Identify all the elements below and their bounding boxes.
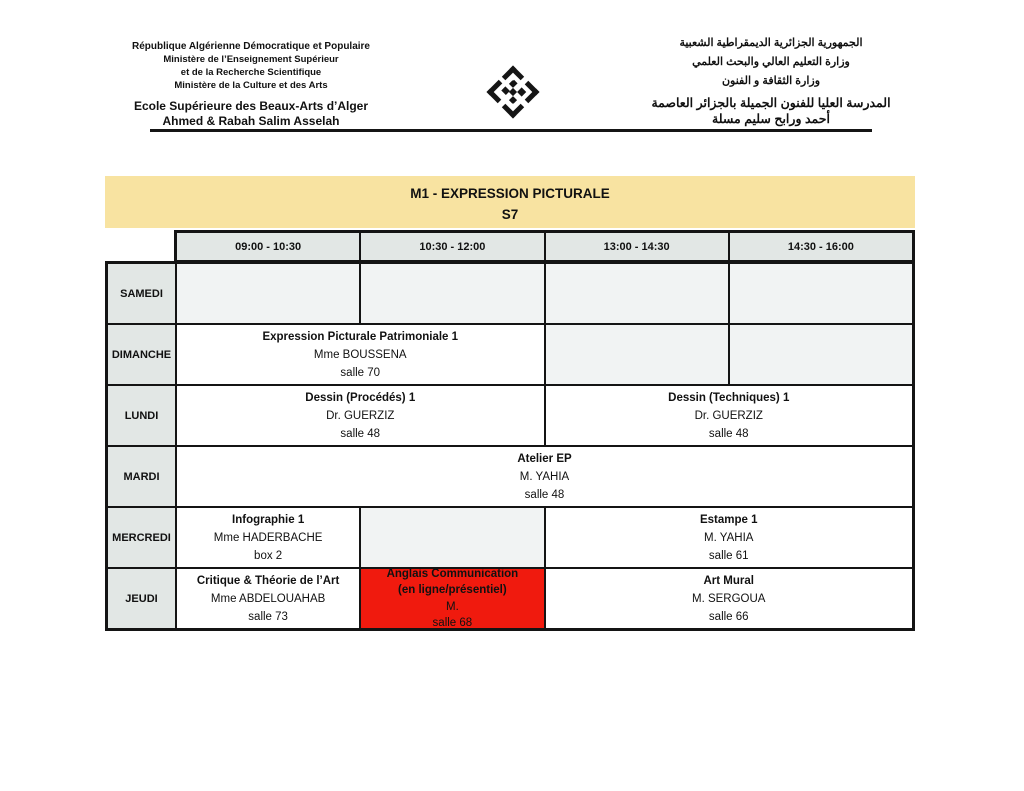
arabic-ministry-lines — [626, 34, 916, 91]
arabic-ministry-line: وزارة الثقافة و الفنون — [721, 75, 821, 87]
header-french-block — [126, 40, 376, 129]
course-cell — [176, 507, 360, 568]
course-line: salle 70 — [340, 366, 381, 379]
schedule-grid — [105, 261, 915, 631]
french-school-line: Ecole Supérieure des Beaux-Arts d’Alger — [133, 99, 369, 113]
empty-cell — [545, 263, 729, 324]
schedule-title — [105, 176, 915, 228]
day-label-dimanche: DIMANCHE — [107, 324, 176, 385]
course-line: Critique & Théorie de l’Art — [196, 574, 340, 587]
empty-cell — [545, 324, 729, 385]
header-divider-rule — [150, 129, 872, 132]
timetable-section — [105, 176, 915, 631]
course-line: Dessin (Procédés) 1 — [305, 391, 416, 404]
course-line: M. SERGOUA — [692, 592, 766, 605]
time-header-row — [174, 230, 915, 261]
day-label-mercredi: MERCREDI — [107, 507, 176, 568]
course-line: salle 61 — [708, 549, 749, 562]
course-line: salle 73 — [248, 610, 288, 623]
course-line: Dr. GUERZIZ — [694, 409, 763, 422]
day-label-lundi: LUNDI — [107, 385, 176, 446]
course-line: M. YAHIA — [519, 470, 570, 483]
arabic-school-line: أحمد ورابح سليم مسلة — [712, 112, 830, 126]
empty-cell — [729, 263, 913, 324]
course-cell — [360, 568, 544, 629]
course-line: Mme HADERBACHE — [213, 531, 323, 544]
course-cell — [545, 507, 914, 568]
course-line: Anglais Communication — [386, 568, 519, 580]
course-cell — [176, 568, 360, 629]
empty-cell — [360, 507, 544, 568]
day-label-samedi: SAMEDI — [107, 263, 176, 324]
course-line: Infographie 1 — [232, 513, 305, 526]
french-ministry-line: et de la Recherche Scientifique — [180, 67, 322, 78]
arabic-school-line: المدرسة العليا للفنون الجميلة بالجزائر العاصمة — [651, 96, 891, 110]
day-label-jeudi: JEUDI — [107, 568, 176, 629]
course-line: M. — [445, 600, 459, 613]
course-line: Mme ABDELOUAHAB — [210, 592, 326, 605]
course-cell — [545, 385, 914, 446]
time-slot-header: 09:00 - 10:30 — [176, 232, 360, 261]
course-cell — [545, 568, 914, 629]
french-ministry-line: République Algérienne Démocratique et Populaire — [131, 41, 370, 52]
course-line: box 2 — [254, 549, 283, 562]
day-label-mardi: MARDI — [107, 446, 176, 507]
course-cell — [176, 324, 545, 385]
course-cell — [176, 446, 913, 507]
course-line: salle 48 — [340, 427, 381, 440]
time-slot-header: 14:30 - 16:00 — [729, 232, 913, 261]
school-kufic-logo-icon — [477, 56, 549, 128]
course-line: Expression Picturale Patrimoniale 1 — [262, 330, 459, 343]
time-slot-header: 13:00 - 14:30 — [545, 232, 729, 261]
arabic-school-name — [626, 95, 916, 127]
french-ministry-lines — [126, 40, 376, 92]
course-line: salle 68 — [432, 617, 473, 629]
french-school-name — [126, 99, 376, 129]
course-line: Art Mural — [703, 574, 754, 587]
schedule-title-line2: S7 — [501, 207, 519, 222]
course-line: Dr. GUERZIZ — [326, 409, 395, 422]
french-school-line: Ahmed & Rabah Salim Asselah — [162, 114, 340, 128]
course-line: (en ligne/présentiel) — [398, 584, 507, 596]
course-line: salle 48 — [708, 427, 749, 440]
course-line: M. YAHIA — [704, 531, 754, 544]
course-line: Mme BOUSSENA — [313, 348, 407, 361]
course-line: Estampe 1 — [699, 513, 758, 526]
schedule-title-line1: M1 - EXPRESSION PICTURALE — [410, 186, 610, 201]
course-line: salle 66 — [708, 610, 749, 623]
empty-cell — [729, 324, 913, 385]
french-ministry-line: Ministère de l’Enseignement Supérieur — [163, 54, 339, 65]
french-ministry-line: Ministère de la Culture et des Arts — [174, 80, 328, 91]
course-line: salle 48 — [524, 488, 565, 501]
empty-cell — [360, 263, 544, 324]
header-arabic-block — [626, 34, 916, 127]
time-slot-header: 10:30 - 12:00 — [360, 232, 544, 261]
empty-cell — [176, 263, 360, 324]
arabic-ministry-line: الجمهورية الجزائرية الديمقراطية الشعبية — [679, 37, 863, 49]
course-line: Atelier EP — [517, 452, 572, 465]
course-cell — [176, 385, 545, 446]
course-line: Dessin (Techniques) 1 — [668, 391, 790, 404]
arabic-ministry-line: وزارة التعليم العالي والبحث العلمي — [692, 56, 850, 68]
